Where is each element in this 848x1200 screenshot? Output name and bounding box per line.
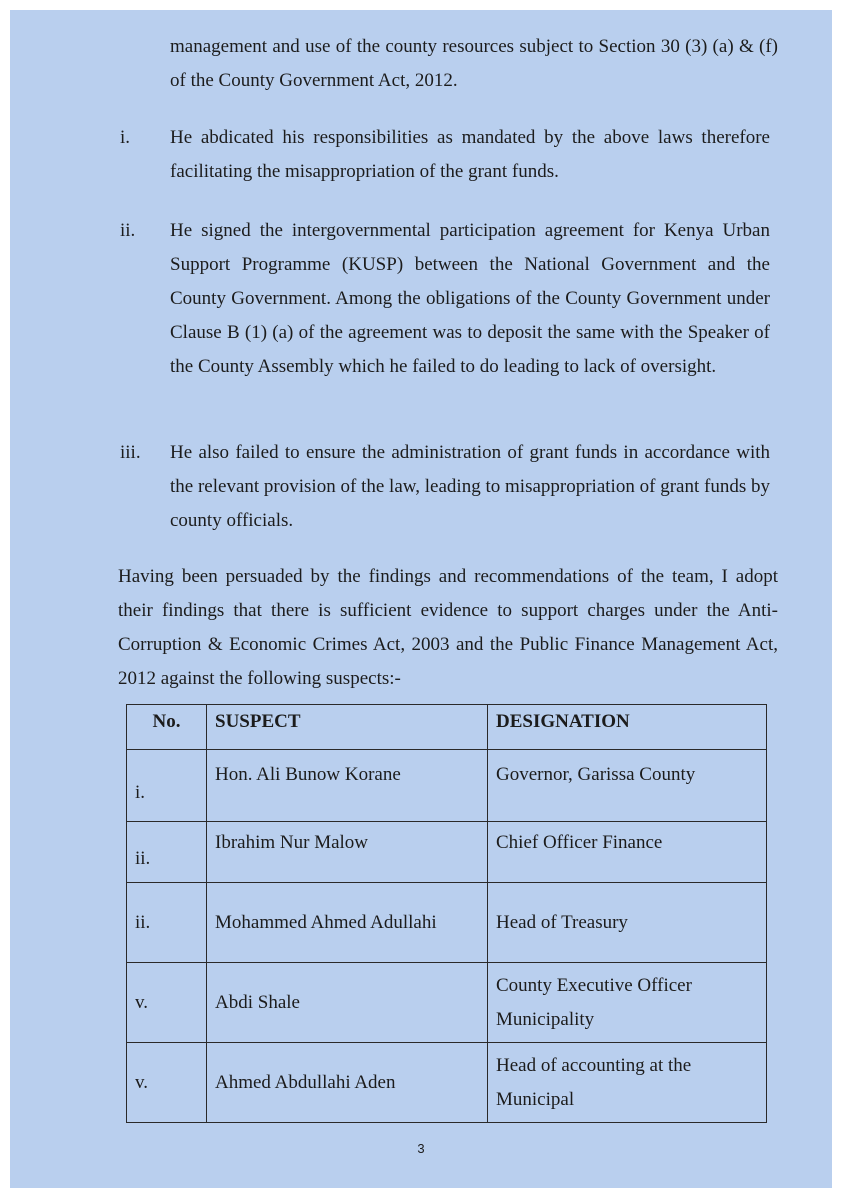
cell-no: ii.: [127, 883, 207, 963]
table-row: [127, 1043, 767, 1123]
table-row: [127, 883, 767, 963]
cell-suspect: Hon. Ali Bunow Korane: [207, 750, 488, 822]
cell-designation: Governor, Garissa County: [488, 750, 767, 822]
list-item-text: He signed the intergovernmental participation agreement for Kenya Urban Support Programme (KUSP) between the National Government and the County Government. Among the obligations of the County Government under Clause B (1) (a) of the agreement was to deposit the same with the Speaker of the County Assembly which he failed to do leading to lack of oversight.: [170, 220, 770, 377]
header-suspect: SUSPECT: [207, 705, 488, 750]
list-item-number: ii.: [120, 220, 136, 241]
cell-suspect: Abdi Shale: [207, 963, 488, 1043]
cell-no: v.: [127, 963, 207, 1043]
cell-designation: Head of accounting at the Municipal: [488, 1043, 767, 1123]
cell-no: v.: [127, 1043, 207, 1123]
list-item-number: i.: [120, 127, 131, 148]
table-header-row: [127, 705, 767, 750]
cell-suspect: Mohammed Ahmed Adullahi: [207, 883, 488, 963]
cell-suspect: Ahmed Abdullahi Aden: [207, 1043, 488, 1123]
header-designation: DESIGNATION: [488, 705, 767, 750]
list-item-number: iii.: [120, 442, 141, 463]
list-item-text: He abdicated his responsibilities as mandated by the above laws therefore facilitating the misappropriation of the grant funds.: [170, 127, 770, 182]
header-no: No.: [127, 705, 207, 750]
cell-designation: Head of Treasury: [488, 883, 767, 963]
document-page: [10, 10, 832, 1188]
summary-paragraph: Having been persuaded by the findings and recommendations of the team, I adopt their findings that there is sufficient evidence to support charges under the Anti- Corruption & Economic Crimes Act, 2003 and the Public Finance Management Act, 2012 against the following suspects:-: [118, 566, 778, 689]
cell-designation: Chief Officer Finance: [488, 822, 767, 883]
page-number: 3: [417, 1141, 425, 1156]
cell-suspect: Ibrahim Nur Malow: [207, 822, 488, 883]
suspects-table: [126, 704, 767, 1123]
cell-designation: County Executive Officer Municipality: [488, 963, 767, 1043]
table-row: [127, 963, 767, 1043]
table-row: [127, 822, 767, 883]
cell-no: i.: [127, 750, 207, 822]
continuation-paragraph: management and use of the county resources subject to Section 30 (3) (a) & (f) of the County Government Act, 2012.: [170, 36, 778, 91]
list-item-text: He also failed to ensure the administration of grant funds in accordance with the relevant provision of the law, leading to misappropriation of grant funds by county officials.: [170, 442, 770, 531]
table-row: [127, 750, 767, 822]
cell-no: ii.: [127, 822, 207, 883]
